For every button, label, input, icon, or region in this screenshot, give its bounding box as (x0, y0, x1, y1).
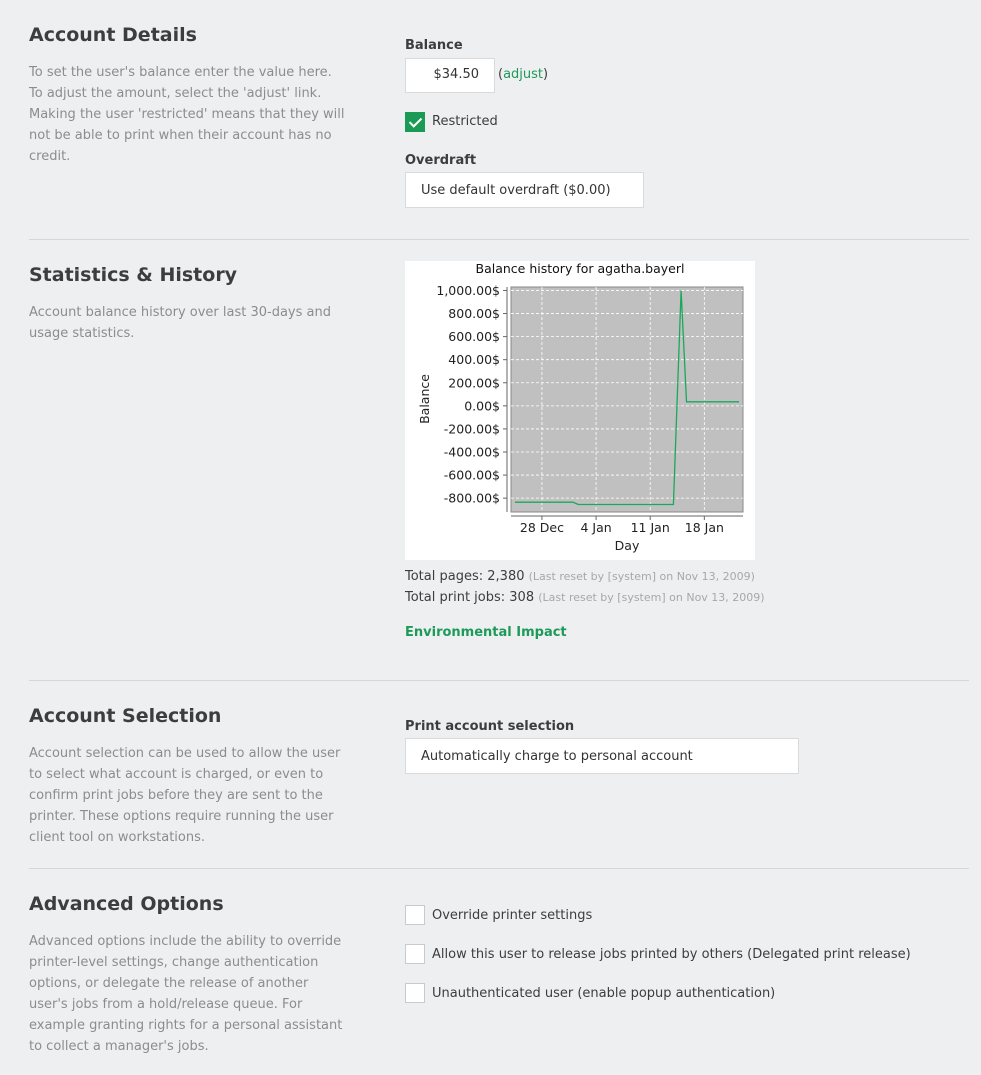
divider-1 (29, 239, 969, 240)
adjust-close-paren: ) (543, 67, 549, 82)
overdraft-label: Overdraft (405, 153, 477, 168)
overdraft-select[interactable]: Use default overdraft ($0.00) (405, 172, 644, 208)
y-tick-label: 0.00$ (464, 398, 500, 414)
x-tick-label: 4 Jan (580, 520, 612, 535)
unauthenticated-user-checkbox[interactable] (405, 983, 425, 1003)
account-details-section (29, 24, 969, 224)
divider-3 (29, 868, 969, 869)
total-pages-line (405, 569, 755, 584)
x-axis-ticks (520, 516, 724, 535)
divider-2 (29, 680, 969, 681)
print-account-selection-label: Print account selection (405, 719, 575, 734)
advanced-options-title: Advanced Options (29, 893, 224, 915)
adjust-open-paren: ( (498, 67, 504, 82)
account-details-form (405, 24, 965, 214)
statistics-title: Statistics & History (29, 264, 238, 286)
restricted-label: Restricted (432, 114, 498, 129)
x-tick-label: 11 Jan (630, 520, 670, 535)
override-printer-settings-label: Override printer settings (432, 908, 593, 923)
advanced-options-section (29, 893, 969, 1063)
total-jobs-label: Total print jobs: (405, 590, 506, 605)
adjust-wrapper (498, 67, 548, 82)
account-selection-description: Account selection can be used to allow the user to select what account is charged, or even to confirm print jobs before they are sent to the printer. These options require running the user client tool on workstations. (29, 746, 341, 845)
adjust-link[interactable]: adjust (503, 67, 544, 82)
delegated-release-label: Allow this user to release jobs printed by others (Delegated print release) (432, 947, 911, 962)
balance-label: Balance (405, 38, 463, 53)
total-jobs-note: (Last reset by [system] on Nov 13, 2009) (538, 591, 765, 604)
x-tick-label: 28 Dec (519, 520, 564, 535)
y-tick-label: -400.00$ (443, 444, 500, 460)
y-tick-label: -800.00$ (443, 490, 500, 506)
y-tick-label: -200.00$ (443, 421, 500, 437)
environmental-impact-link[interactable]: Environmental Impact (405, 625, 567, 640)
delegated-release-checkbox[interactable] (405, 944, 425, 964)
y-tick-label: 800.00$ (448, 306, 500, 322)
y-axis-label: Balance (417, 374, 432, 424)
x-axis-label: Day (614, 538, 640, 553)
advanced-options-description: Advanced options include the ability to override printer-level settings, change authentication options, or delegate the release of another user's jobs from a hold/release queue. For example granting rights for a personal assistant to collect a manager's jobs. (29, 934, 343, 1054)
restricted-checkbox[interactable] (405, 112, 425, 132)
balance-chart-svg (405, 261, 755, 560)
y-tick-label: 1,000.00$ (436, 282, 500, 298)
y-tick-label: 200.00$ (448, 375, 500, 391)
chart-title: Balance history for agatha.bayerl (475, 261, 685, 276)
account-details-title: Account Details (29, 24, 197, 46)
print-account-selection-select[interactable]: Automatically charge to personal account (405, 738, 799, 774)
total-jobs-line (405, 590, 765, 605)
y-tick-label: -600.00$ (443, 467, 500, 483)
balance-history-chart (405, 261, 755, 560)
y-tick-label: 400.00$ (448, 352, 500, 368)
override-printer-settings-checkbox[interactable] (405, 905, 425, 925)
total-pages-value: 2,380 (487, 569, 525, 584)
balance-input[interactable]: $34.50 (405, 58, 495, 93)
plot-area (511, 287, 743, 512)
total-jobs-value: 308 (509, 590, 535, 605)
statistics-section (29, 261, 969, 664)
unauthenticated-user-label: Unauthenticated user (enable popup authentication) (432, 986, 776, 1001)
account-details-description: To set the user's balance enter the value here. To adjust the amount, select the 'adjust' link. Making the user 'restricted' means that they will not be able to print when their account has no credit. (29, 65, 345, 164)
total-pages-label: Total pages: (405, 569, 484, 584)
total-pages-note: (Last reset by [system] on Nov 13, 2009) (528, 570, 755, 583)
account-selection-section (29, 705, 969, 855)
y-tick-label: 600.00$ (448, 329, 500, 345)
y-axis-ticks (436, 283, 507, 506)
account-selection-title: Account Selection (29, 705, 222, 727)
statistics-description: Account balance history over last 30-days and usage statistics. (29, 305, 331, 341)
x-tick-label: 18 Jan (684, 520, 724, 535)
